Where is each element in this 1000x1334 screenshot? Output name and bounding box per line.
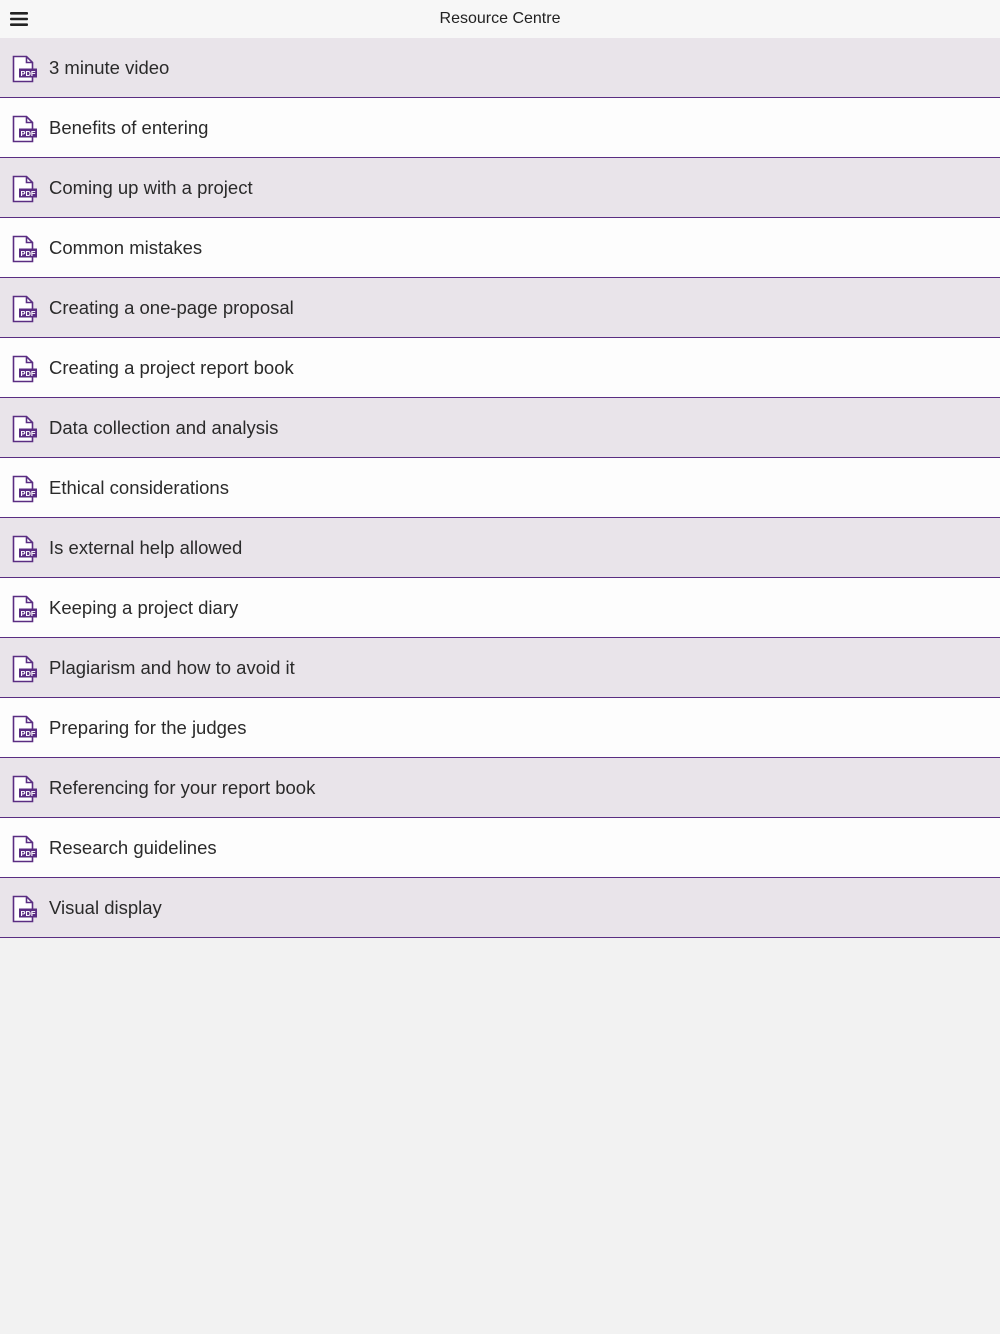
resource-item-label: Preparing for the judges [49, 717, 247, 738]
resource-list-item[interactable] [0, 758, 1000, 818]
resource-list-item[interactable] [0, 818, 1000, 878]
pdf-file-icon [11, 355, 39, 383]
svg-text:PDF: PDF [20, 549, 36, 558]
svg-text:PDF: PDF [20, 189, 36, 198]
pdf-file-icon [11, 835, 39, 863]
pdf-file-icon [11, 775, 39, 803]
resource-list-item[interactable] [0, 38, 1000, 98]
pdf-file-icon [11, 295, 39, 323]
resource-list-item[interactable] [0, 878, 1000, 938]
resource-list-item[interactable] [0, 578, 1000, 638]
resource-list-item[interactable] [0, 398, 1000, 458]
svg-text:PDF: PDF [20, 309, 36, 318]
resource-list-item[interactable] [0, 158, 1000, 218]
pdf-file-icon [11, 415, 39, 443]
svg-text:PDF: PDF [20, 429, 36, 438]
pdf-file-icon [11, 475, 39, 503]
svg-text:PDF: PDF [20, 789, 36, 798]
pdf-file-icon [11, 715, 39, 743]
pdf-file-icon [11, 235, 39, 263]
resource-item-label: Common mistakes [49, 237, 203, 258]
resource-item-label: Plagiarism and how to avoid it [49, 657, 295, 678]
svg-text:PDF: PDF [20, 69, 36, 78]
top-bar [0, 0, 1000, 38]
pdf-file-icon [11, 895, 39, 923]
svg-text:PDF: PDF [20, 729, 36, 738]
pdf-file-icon [11, 175, 39, 203]
resource-list-item[interactable] [0, 638, 1000, 698]
resource-item-label: Visual display [49, 897, 162, 918]
resource-item-label: 3 minute video [49, 57, 170, 78]
resource-item-label: Keeping a project diary [49, 597, 239, 618]
resource-item-label: Ethical considerations [49, 477, 229, 498]
pdf-file-icon [11, 655, 39, 683]
resource-list [0, 38, 1000, 938]
svg-text:PDF: PDF [20, 909, 36, 918]
svg-text:PDF: PDF [20, 669, 36, 678]
svg-text:PDF: PDF [20, 249, 36, 258]
resource-list-item[interactable] [0, 338, 1000, 398]
resource-item-label: Creating a one-page proposal [49, 297, 294, 318]
pdf-file-icon [11, 595, 39, 623]
pdf-file-icon [11, 55, 39, 83]
resource-list-item[interactable] [0, 518, 1000, 578]
resource-item-label: Benefits of entering [49, 117, 209, 138]
resource-item-label: Research guidelines [49, 837, 217, 858]
svg-text:PDF: PDF [20, 369, 36, 378]
resource-item-label: Creating a project report book [49, 357, 294, 378]
pdf-file-icon [11, 535, 39, 563]
svg-text:PDF: PDF [20, 129, 36, 138]
resource-item-label: Is external help allowed [49, 537, 243, 558]
svg-text:PDF: PDF [20, 849, 36, 858]
svg-text:PDF: PDF [20, 489, 36, 498]
resource-list-item[interactable] [0, 458, 1000, 518]
resource-item-label: Referencing for your report book [49, 777, 316, 798]
svg-text:PDF: PDF [20, 609, 36, 618]
resource-item-label: Coming up with a project [49, 177, 253, 198]
resource-list-item[interactable] [0, 98, 1000, 158]
resource-list-item[interactable] [0, 698, 1000, 758]
pdf-file-icon [11, 115, 39, 143]
resource-list-item[interactable] [0, 218, 1000, 278]
resource-list-item[interactable] [0, 278, 1000, 338]
resource-item-label: Data collection and analysis [49, 417, 279, 438]
page-title: Resource Centre [439, 10, 561, 27]
